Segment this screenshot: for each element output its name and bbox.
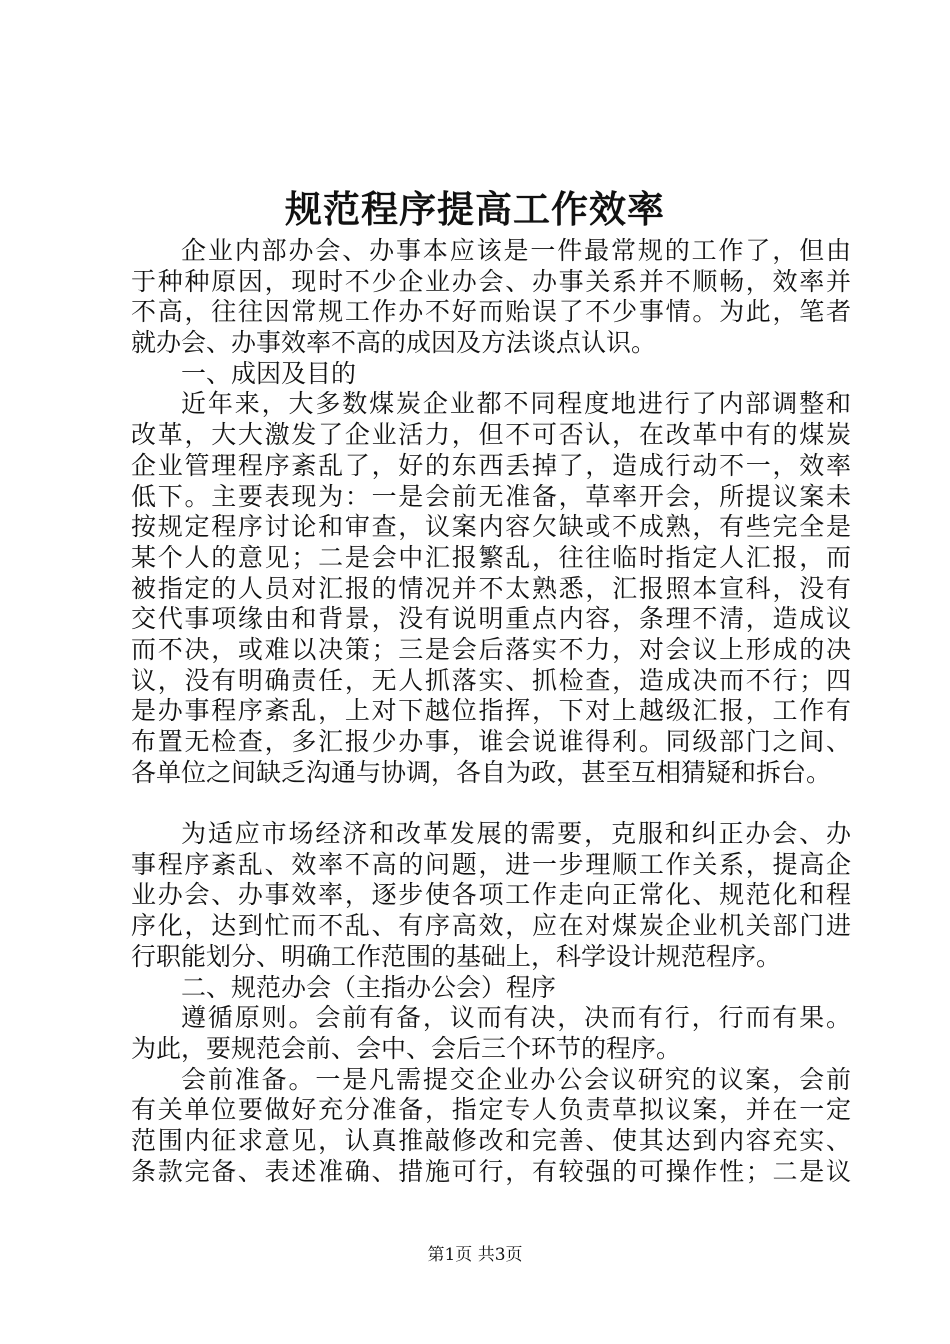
text-line: 业办会、办事效率，逐步使各项工作走向正常化、规范化和程 bbox=[131, 880, 851, 910]
page-title: 规范程序提高工作效率 bbox=[285, 187, 665, 231]
text-line: 于种种原因，现时不少企业办会、办事关系并不顺畅，效率并 bbox=[131, 266, 851, 296]
document-body bbox=[131, 236, 851, 1187]
text-line: 序化，达到忙而不乱、有序高效，应在对煤炭企业机关部门进 bbox=[131, 911, 851, 941]
text-line: 企业管理程序紊乱了，好的东西丢掉了，造成行动不一，效率 bbox=[131, 450, 851, 480]
text-line: 行职能划分、明确工作范围的基础上，科学设计规范程序。 bbox=[131, 941, 782, 971]
text-line: 各单位之间缺乏沟通与协调，各自为政，甚至互相猜疑和拆台。 bbox=[131, 757, 832, 787]
text-line: 被指定的人员对汇报的情况并不太熟悉，汇报照本宣科，没有 bbox=[131, 573, 851, 603]
text-line: 布置无检查，多汇报少办事，谁会说谁得利。同级部门之间、 bbox=[131, 727, 851, 756]
text-line: 近年来，大多数煤炭企业都不同程度地进行了内部调整和 bbox=[181, 389, 851, 419]
text-line: 条款完备、表述准确、措施可行，有较强的可操作性；二是议 bbox=[131, 1156, 851, 1186]
page-footer: 第1页 共3页 bbox=[427, 1245, 523, 1265]
text-line: 不高，往往因常规工作办不好而贻误了不少事情。为此，笔者 bbox=[131, 297, 851, 327]
section-heading: 二、规范办会（主指办公会）程序 bbox=[181, 972, 557, 1002]
text-line: 而不决，或难以决策；三是会后落实不力，对会议上形成的决 bbox=[131, 634, 851, 664]
text-line: 遵循原则。会前有备，议而有决，决而有行，行而有果。 bbox=[181, 1003, 851, 1033]
text-line: 企业内部办会、办事本应该是一件最常规的工作了，但由 bbox=[181, 236, 851, 265]
section-heading: 一、成因及目的 bbox=[181, 358, 357, 388]
text-line: 范围内征求意见，认真推敲修改和完善、使其达到内容充实、 bbox=[131, 1125, 851, 1155]
text-line: 为此，要规范会前、会中、会后三个环节的程序。 bbox=[131, 1033, 682, 1063]
text-line: 某个人的意见；二是会中汇报繁乱，往往临时指定人汇报，而 bbox=[131, 542, 851, 572]
blank-line bbox=[131, 788, 851, 819]
text-line: 事程序紊乱、效率不高的问题，进一步理顺工作关系，提高企 bbox=[131, 849, 851, 879]
text-line: 按规定程序讨论和审查，议案内容欠缺或不成熟，有些完全是 bbox=[131, 512, 851, 542]
text-line: 为适应市场经济和改革发展的需要，克服和纠正办会、办 bbox=[181, 819, 851, 849]
text-line: 会前准备。一是凡需提交企业办公会议研究的议案，会前 bbox=[181, 1064, 851, 1094]
text-line: 议，没有明确责任，无人抓落实、抓检查，造成决而不行；四 bbox=[131, 665, 851, 695]
text-line: 交代事项缘由和背景，没有说明重点内容，条理不清，造成议 bbox=[131, 604, 851, 634]
text-line: 有关单位要做好充分准备，指定专人负责草拟议案，并在一定 bbox=[131, 1095, 851, 1125]
text-line: 改革，大大激发了企业活力，但不可否认，在改革中有的煤炭 bbox=[131, 420, 851, 450]
text-line: 就办会、办事效率不高的成因及方法谈点认识。 bbox=[131, 328, 657, 358]
text-line: 是办事程序紊乱，上对下越位指挥，下对上越级汇报，工作有 bbox=[131, 696, 851, 726]
text-line: 低下。主要表现为：一是会前无准备，草率开会，所提议案未 bbox=[131, 481, 851, 511]
